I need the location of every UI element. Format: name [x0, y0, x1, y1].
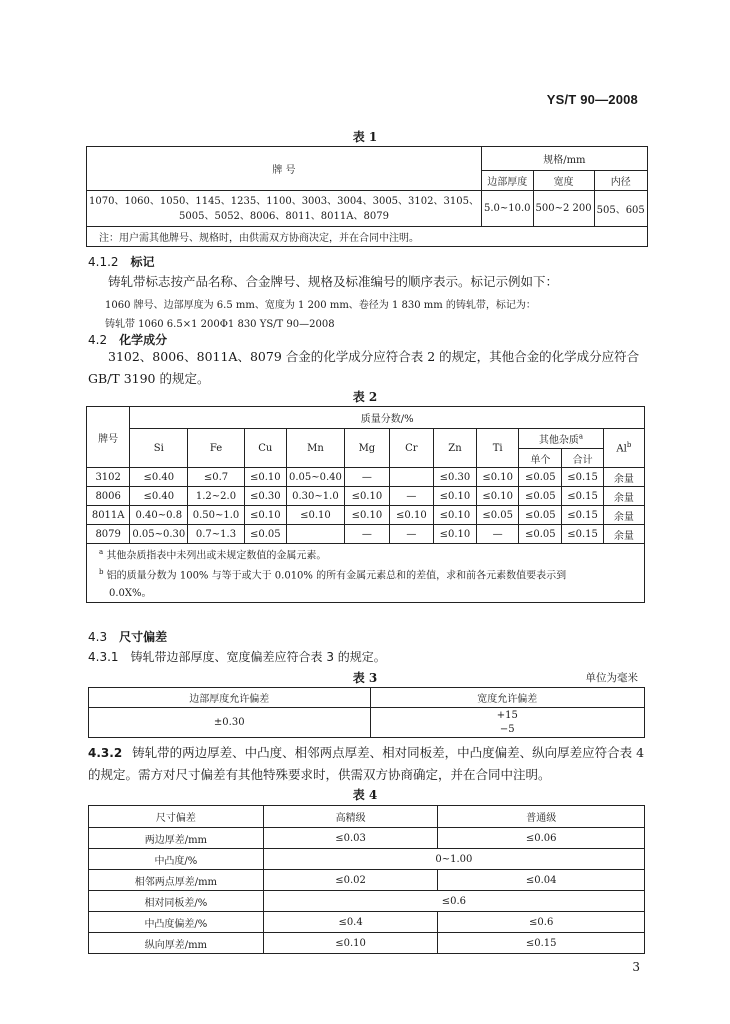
table2-value-cell: 0.05~0.30 — [130, 525, 188, 544]
section-title: 化学成分 — [119, 333, 168, 347]
section-number: 4.3.1 — [88, 650, 119, 664]
table2-header-al — [603, 429, 644, 468]
table2-value-cell: ≤0.10 — [344, 506, 389, 525]
note-b-text-2: 0.0X%。 — [109, 587, 152, 599]
table2-value-cell: ≤0.10 — [244, 506, 286, 525]
table4-high-cell: ≤0.10 — [263, 933, 438, 954]
marking-example-desc: 1060 牌号、边部厚度为 6.5 mm、宽度为 1 200 mm、卷径为 1 830 mm 的铸轧带，标记为： — [105, 300, 536, 311]
table2-value-cell: ≤0.40 — [130, 487, 188, 506]
table3-width-minus: −5 — [499, 723, 515, 735]
table4-row — [89, 933, 645, 954]
table4-header-item: 尺寸偏差 — [89, 806, 264, 828]
table2-header-al-label: Al — [616, 443, 627, 455]
table2-value-cell: 余量 — [603, 525, 644, 544]
table2-header-single: 单个 — [519, 449, 562, 468]
table2-value-cell: ≤0.10 — [433, 506, 476, 525]
table4-merged-cell: 0~1.00 — [263, 849, 644, 870]
table4-merged-cell: ≤0.6 — [263, 891, 644, 912]
table2-notes — [87, 544, 645, 603]
table1-edge: 5.0~10.0 — [481, 191, 533, 227]
table3-unit: 单位为毫米 — [585, 672, 638, 684]
table4 — [88, 805, 645, 954]
table4-normal-cell: ≤0.15 — [438, 933, 645, 954]
table2-value-cell: 0.40~0.8 — [130, 506, 188, 525]
table3-width-value — [370, 708, 644, 738]
table2-header-total: 合计 — [562, 449, 603, 468]
section-number: 4.2 — [88, 333, 108, 347]
table4-row — [89, 870, 645, 891]
table2-row — [87, 506, 645, 525]
table2-caption: 表 2 — [352, 390, 378, 404]
table2-value-cell: ≤0.05 — [477, 506, 519, 525]
page-number: 3 — [632, 960, 640, 974]
table2-value-cell: 余量 — [603, 468, 644, 487]
table1-width: 500~2 200 — [533, 191, 594, 227]
table2-header-fe: Fe — [188, 429, 244, 468]
table4-caption: 表 4 — [352, 788, 378, 802]
table2-header-cu: Cu — [244, 429, 286, 468]
table2-value-cell: ≤0.15 — [562, 506, 603, 525]
section-4-2-para: 3102、8006、8011A、8079 合金的化学成分应符合表 2 的规定，其他合金的化学成分应符合 GB/T 3190 的规定。 — [88, 349, 640, 386]
table4-item-cell: 相邻两点厚差/mm — [89, 870, 264, 891]
table3-edge-value: ±0.30 — [89, 708, 371, 738]
table2-value-cell: ≤0.10 — [286, 506, 344, 525]
table2-value-cell: — — [389, 487, 433, 506]
table4-item-cell: 相对同板差/% — [89, 891, 264, 912]
table2-value-cell: ≤0.10 — [244, 468, 286, 487]
table2-note-a — [99, 544, 642, 564]
table2-value-cell: ≤0.10 — [433, 487, 476, 506]
table1-header-grade: 牌 号 — [87, 147, 482, 191]
table2-value-cell: ≤0.10 — [477, 468, 519, 487]
table4-header-normal: 普通级 — [438, 806, 645, 828]
table2-header-cr: Cr — [389, 429, 433, 468]
section-text: 铸轧带的两边厚差、中凸度、相邻两点厚差、相对同板差，中凸度偏差、纵向厚差应符合表 4 的规定。需方对尺寸偏差有其他特殊要求时，供需双方协商确定，并在合同中注明。 — [88, 745, 645, 782]
table2-grade-cell: 8006 — [87, 487, 130, 506]
table2-header-mg: Mg — [344, 429, 389, 468]
table2-value-cell: ≤0.15 — [562, 525, 603, 544]
table2-value-cell: 0.30~1.0 — [286, 487, 344, 506]
table2-value-cell: ≤0.15 — [562, 487, 603, 506]
table4-item-cell: 中凸度偏差/% — [89, 912, 264, 933]
table2-header-mass: 质量分数/% — [130, 407, 645, 429]
table2-value-cell: ≤0.10 — [389, 506, 433, 525]
table3-header-width: 宽度允许偏差 — [370, 688, 644, 708]
table1-caption: 表 1 — [352, 130, 378, 144]
table2-value-cell: ≤0.10 — [477, 487, 519, 506]
table4-row — [89, 891, 645, 912]
table2-value-cell: ≤0.15 — [562, 468, 603, 487]
table4-row — [89, 912, 645, 933]
section-4-1-2-heading — [88, 253, 167, 270]
note-a-mark: a — [99, 548, 104, 556]
table1-header-inner: 内径 — [594, 171, 647, 191]
table2-value-cell — [389, 468, 433, 487]
table2-value-cell: ≤0.7 — [188, 468, 244, 487]
table2-value-cell: ≤0.30 — [433, 468, 476, 487]
note-b-text-1: 铝的质量分数为 100% 与等于或大于 0.010% 的所有金属元素总和的差值，求和前各元素数值要表示到 — [106, 570, 567, 582]
table2-grade-cell: 8011A — [87, 506, 130, 525]
table1 — [86, 146, 648, 247]
note-b-mark: b — [99, 568, 104, 577]
table4-high-cell: ≤0.03 — [263, 828, 438, 849]
table1-grades — [87, 191, 482, 227]
table4-high-cell: ≤0.02 — [263, 870, 438, 891]
table2-value-cell: 余量 — [603, 506, 644, 525]
table2-value-cell: ≤0.10 — [433, 525, 476, 544]
table1-header-width: 宽度 — [533, 171, 594, 191]
table2-value-cell: ≤0.40 — [130, 468, 188, 487]
table2-value-cell: — — [344, 525, 389, 544]
table2-row — [87, 525, 645, 544]
section-number: 4.3.2 — [88, 746, 123, 760]
table2-grade-cell: 8079 — [87, 525, 130, 544]
table2-row — [87, 468, 645, 487]
section-text: 铸轧带边部厚度、宽度偏差应符合表 3 的规定。 — [130, 650, 386, 664]
section-4-3-heading — [88, 628, 179, 645]
table4-row — [89, 849, 645, 870]
marking-example: 铸轧带 1060 6.5×1 200Φ1 830 YS/T 90—2008 — [105, 319, 335, 330]
table2-value-cell: ≤0.05 — [519, 506, 562, 525]
footnote-mark-a: a — [578, 432, 584, 441]
table2-value-cell: ≤0.10 — [344, 487, 389, 506]
table2-grade-cell: 3102 — [87, 468, 130, 487]
table2-note-b — [99, 564, 642, 584]
table4-high-cell: ≤0.4 — [263, 912, 438, 933]
table2-value-cell: 0.7~1.3 — [188, 525, 244, 544]
table4-item-cell: 中凸度/% — [89, 849, 264, 870]
section-title: 尺寸偏差 — [119, 630, 168, 644]
table2-value-cell: — — [389, 525, 433, 544]
table2-header-grade: 牌号 — [87, 407, 130, 468]
table2-header-other-label: 其他杂质 — [538, 435, 579, 446]
table4-item-cell: 两边厚差/mm — [89, 828, 264, 849]
table2-header-ti: Ti — [477, 429, 519, 468]
note-a-text: 其他杂质指表中未列出或未规定数值的金属元素。 — [106, 550, 327, 562]
table4-row — [89, 828, 645, 849]
table2 — [86, 406, 645, 603]
table2-value-cell: 1.2~2.0 — [188, 487, 244, 506]
table3 — [88, 687, 645, 738]
table3-header-edge: 边部厚度允许偏差 — [89, 688, 371, 708]
table1-grades-line1: 1070、1060、1050、1145、1235、1100、3003、3004、3005、3102、3105、 — [89, 195, 479, 207]
table2-value-cell: ≤0.05 — [519, 525, 562, 544]
table1-inner: 505、605 — [594, 191, 647, 227]
table2-value-cell — [286, 525, 344, 544]
section-number: 4.1.2 — [88, 255, 119, 269]
table2-value-cell: ≤0.30 — [244, 487, 286, 506]
table2-row — [87, 487, 645, 506]
table2-header-zn: Zn — [433, 429, 476, 468]
table2-value-cell: — — [477, 525, 519, 544]
table2-value-cell: ≤0.05 — [519, 487, 562, 506]
table1-header-spec: 规格/mm — [481, 147, 647, 171]
table3-width-plus: +15 — [496, 709, 518, 721]
section-4-3-2 — [88, 742, 648, 786]
table4-normal-cell: ≤0.06 — [438, 828, 645, 849]
table4-normal-cell: ≤0.6 — [438, 912, 645, 933]
table2-value-cell: 余量 — [603, 487, 644, 506]
table4-normal-cell: ≤0.04 — [438, 870, 645, 891]
section-number: 4.3 — [88, 630, 108, 644]
table2-header-mn: Mn — [286, 429, 344, 468]
table4-header-high: 高精级 — [263, 806, 438, 828]
table2-value-cell: 0.05~0.40 — [286, 468, 344, 487]
table3-caption: 表 3 — [352, 671, 378, 685]
footnote-mark-b: b — [626, 441, 632, 450]
section-title: 标记 — [130, 255, 155, 269]
table2-header-other — [519, 429, 603, 449]
standard-code: YS/T 90—2008 — [546, 92, 638, 107]
table1-header-edge: 边部厚度 — [481, 171, 533, 191]
table1-grades-line2: 5005、5052、8006、8011、8011A、8079 — [179, 210, 389, 222]
section-4-1-2-para: 铸轧带标志按产品名称、合金牌号、规格及标准编号的顺序表示。标记示例如下： — [108, 274, 559, 289]
table2-header-si: Si — [130, 429, 188, 468]
table2-value-cell: — — [344, 468, 389, 487]
table2-value-cell: 0.50~1.0 — [188, 506, 244, 525]
table2-value-cell: ≤0.05 — [519, 468, 562, 487]
table1-note: 注：用户需其他牌号、规格时，由供需双方协商决定，并在合同中注明。 — [87, 227, 648, 247]
section-4-3-1 — [88, 648, 398, 665]
table2-value-cell: ≤0.05 — [244, 525, 286, 544]
table4-item-cell: 纵向厚差/mm — [89, 933, 264, 954]
